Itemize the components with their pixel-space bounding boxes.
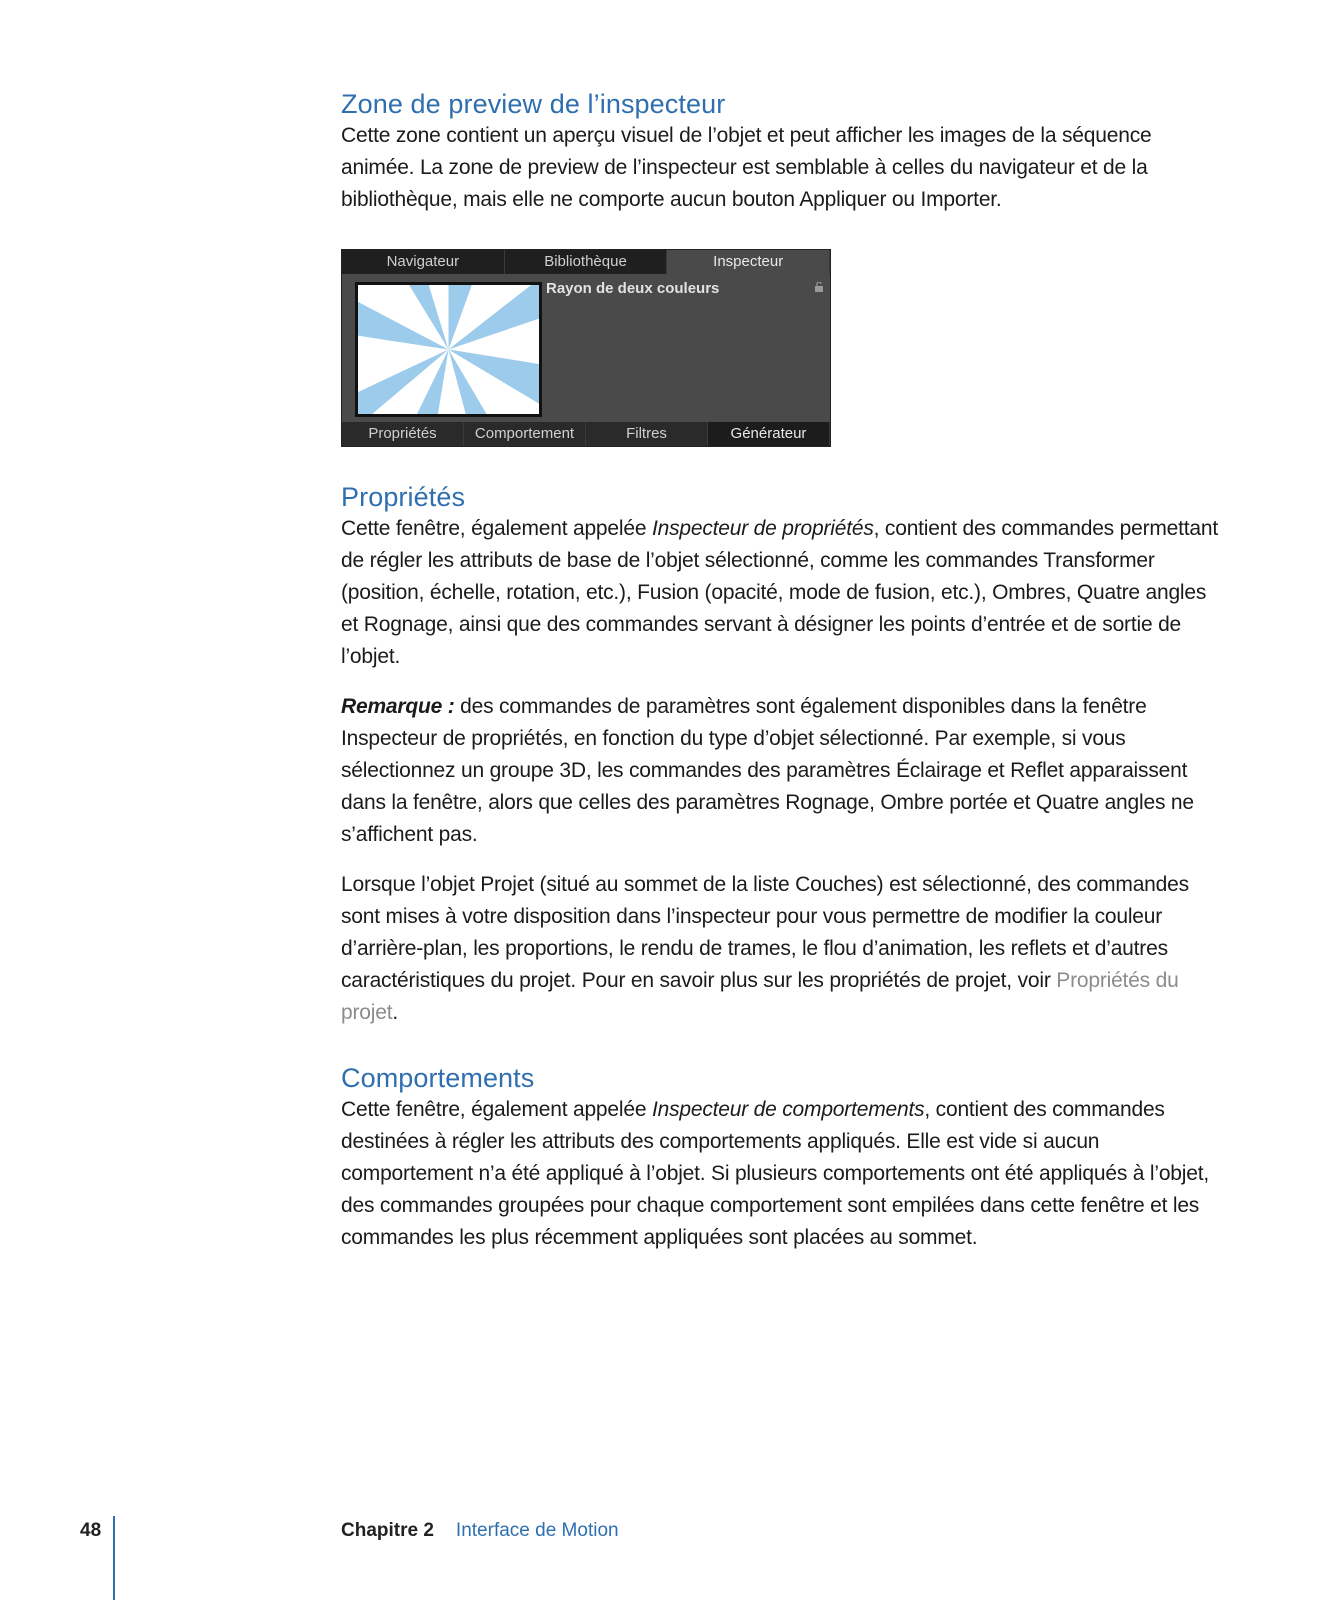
inspector-bottom-tabs (342, 422, 830, 446)
note-label: Remarque : (341, 695, 455, 718)
text-fragment: Cette fenêtre, également appelée (341, 1098, 652, 1121)
tab-bibliotheque: Bibliothèque (505, 250, 668, 274)
chapter-title: Interface de Motion (455, 1520, 619, 1541)
heading-preview: Zone de preview de l’inspecteur (341, 89, 726, 119)
section-comportements (341, 1062, 1221, 1254)
italic-term: Inspecteur de comportements (651, 1098, 925, 1121)
paragraph-projet (341, 869, 1221, 1029)
object-name: Rayon de deux couleurs (546, 280, 720, 297)
italic-term: Inspecteur de propriétés (651, 517, 874, 540)
text-fragment: . (392, 1001, 398, 1024)
paragraph-preview: Cette zone contient un aperçu visuel de l’objet et peut afficher les images de la séquence animée. La zone de preview de l’inspecteur est semblable à celles du navigateur et de la bibliothèque, mais elle ne comporte aucun bouton Appliquer ou Importer. (341, 124, 1152, 211)
note-paragraph (341, 691, 1221, 851)
tab-navigateur: Navigateur (342, 250, 505, 274)
note-text: des commandes de paramètres sont également disponibles dans la fenêtre Inspecteur de propriétés, en fonction du type d’objet sélectionné. Par exemple, si vous sélectionnez un groupe 3D, les commandes des paramètres Éclairage et Reflet apparaissent dans la fenêtre, alors que celles des paramètres Rognage, Ombre portée et Quatre angles ne s’affichent pas. (341, 695, 1194, 846)
chapter-label: Chapitre 2 (341, 1520, 434, 1541)
page-number: 48 (80, 1520, 102, 1541)
tab-comportement: Comportement (464, 422, 586, 446)
text-fragment: , contient des commandes permettant de régler les attributs de base de l’objet sélectionné, comme les commandes Transformer (position, échelle, rotation, etc.), Fusion (opacité, mode de fusion, etc.), Ombres, Quatre angles et Rognage, ainsi que des commandes servant à désigner les points d’entrée et de sortie de l’objet. (341, 517, 1218, 668)
preview-thumbnail (355, 282, 542, 417)
tab-inspecteur: Inspecteur (667, 250, 830, 274)
sunburst-image (358, 285, 539, 414)
paragraph-proprietes (341, 513, 1221, 673)
heading-comportements: Comportements (341, 1063, 535, 1093)
inspector-screenshot (341, 249, 831, 447)
paragraph-comportements (341, 1094, 1221, 1254)
inspector-top-tabs (342, 250, 830, 274)
chapter-footer (341, 1520, 619, 1542)
tab-proprietes: Propriétés (342, 422, 464, 446)
tab-filtres: Filtres (586, 422, 708, 446)
footer-rule (113, 1516, 115, 1600)
lock-icon (814, 282, 824, 292)
text-fragment: Lorsque l’objet Projet (situé au sommet de la liste Couches) est sélectionné, des commandes sont mises à votre disposition dans l’inspecteur pour vous permettre de modifier la couleur d’arrière-plan, les proportions, le rendu de trames, le flou d’animation, les reflets et d’autres caractéristiques du projet. Pour en savoir plus sur les propriétés de projet, voir (341, 873, 1189, 992)
tab-generateur: Générateur (708, 422, 830, 446)
text-fragment: , contient des commandes destinées à régler les attributs des comportements appliqués. Elle est vide si aucun comportement n’a été appliqué à l’objet. Si plusieurs comportements ont été appliqués à l’objet, des commandes groupées pour chaque comportement sont empilées dans cette fenêtre et les commandes les plus récemment appliquées sont placées au sommet. (341, 1098, 1209, 1249)
section-proprietes (341, 481, 1221, 1029)
text-fragment: Cette fenêtre, également appelée (341, 517, 652, 540)
link-proprietes-projet[interactable]: Propriétés du projet (341, 969, 1179, 1024)
heading-proprietes: Propriétés (341, 482, 466, 512)
section-preview (341, 88, 1221, 216)
